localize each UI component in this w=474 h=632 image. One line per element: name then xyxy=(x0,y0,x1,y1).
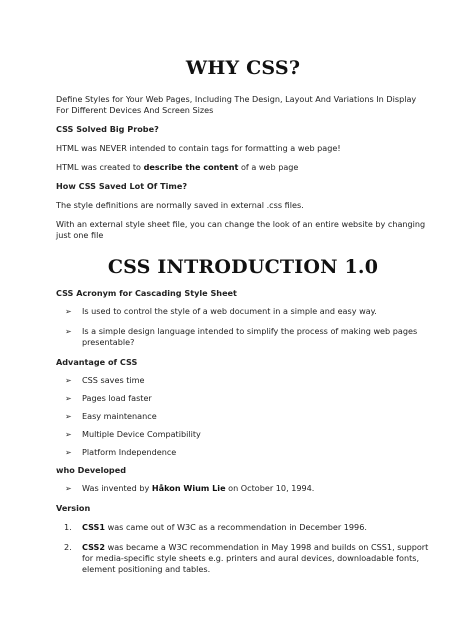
bold-text: describe the content xyxy=(143,162,239,172)
section-title: CSS INTRODUCTION 1.0 xyxy=(107,256,379,278)
version-name: CSS1 xyxy=(82,522,106,532)
advantage-list xyxy=(56,375,430,458)
inventor-name: Håkon Wium Lie xyxy=(151,483,226,493)
paragraph-style-definitions: The style definitions are normally saved in external .css files. xyxy=(56,200,304,210)
arrow-bullet-icon: ➢ xyxy=(65,327,72,336)
list-item-text: Pages load faster xyxy=(82,393,152,403)
list-item xyxy=(56,393,430,404)
arrow-bullet-icon: ➢ xyxy=(65,430,72,439)
list-item xyxy=(56,411,430,422)
arrow-bullet-icon: ➢ xyxy=(65,394,72,403)
list-item xyxy=(56,429,430,440)
paragraph-html-never: HTML was NEVER intended to contain tags for formatting a web page! xyxy=(56,143,341,153)
arrow-bullet-icon: ➢ xyxy=(65,376,72,385)
arrow-bullet-icon: ➢ xyxy=(65,307,72,316)
arrow-bullet-icon: ➢ xyxy=(65,412,72,421)
arrow-bullet-icon: ➢ xyxy=(65,484,72,493)
version-text: was became a W3C recommendation in May 1998 and builds on CSS1, support for media-specific style sheets e.g. printers and aural devices, downloadable fonts, element positioning and tables. xyxy=(82,542,429,574)
text-segment: of a web page xyxy=(238,162,299,172)
list-item xyxy=(56,326,430,348)
list-item-text: Easy maintenance xyxy=(82,411,157,421)
version-list xyxy=(56,522,430,575)
intro-paragraph: Define Styles for Your Web Pages, Including The Design, Layout And Variations In Display For Different Devices And Screen Sizes xyxy=(56,94,417,115)
arrow-bullet-icon: ➢ xyxy=(65,448,72,457)
list-item xyxy=(56,522,430,533)
developer-list xyxy=(56,483,430,494)
heading-solved-problem: CSS Solved Big Probe? xyxy=(56,124,159,134)
text-segment: HTML was created to xyxy=(56,162,144,172)
heading-advantage: Advantage of CSS xyxy=(56,357,138,367)
list-item xyxy=(56,375,430,386)
text-segment: on October 10, 1994. xyxy=(225,483,315,493)
list-item-text: Is a simple design language intended to simplify the process of making web pages presentable? xyxy=(82,326,418,347)
paragraph-html-created xyxy=(56,162,430,173)
list-item xyxy=(56,306,430,317)
list-item xyxy=(56,542,430,575)
heading-who-developed: who Developed xyxy=(56,465,127,475)
heading-saved-time: How CSS Saved Lot Of Time? xyxy=(56,181,188,191)
heading-acronym: CSS Acronym for Cascading Style Sheet xyxy=(56,288,237,298)
version-name: CSS2 xyxy=(82,542,106,552)
list-item-text: CSS saves time xyxy=(82,375,145,385)
list-item-text: Multiple Device Compatibility xyxy=(82,429,201,439)
list-item xyxy=(56,447,430,458)
list-number: 2. xyxy=(64,542,72,552)
list-item-text: Is used to control the style of a web document in a simple and easy way. xyxy=(82,306,377,316)
page-title: WHY CSS? xyxy=(185,57,301,79)
heading-version: Version xyxy=(56,503,91,513)
acronym-list xyxy=(56,306,430,348)
list-number: 1. xyxy=(64,522,72,532)
text-segment: Was invented by xyxy=(82,483,152,493)
list-item-text: Platform Independence xyxy=(82,447,177,457)
version-text: was came out of W3C as a recommendation in December 1996. xyxy=(105,522,367,532)
paragraph-external-sheet: With an external style sheet file, you can change the look of an entire website by changing just one file xyxy=(56,219,426,240)
list-item xyxy=(56,483,430,494)
